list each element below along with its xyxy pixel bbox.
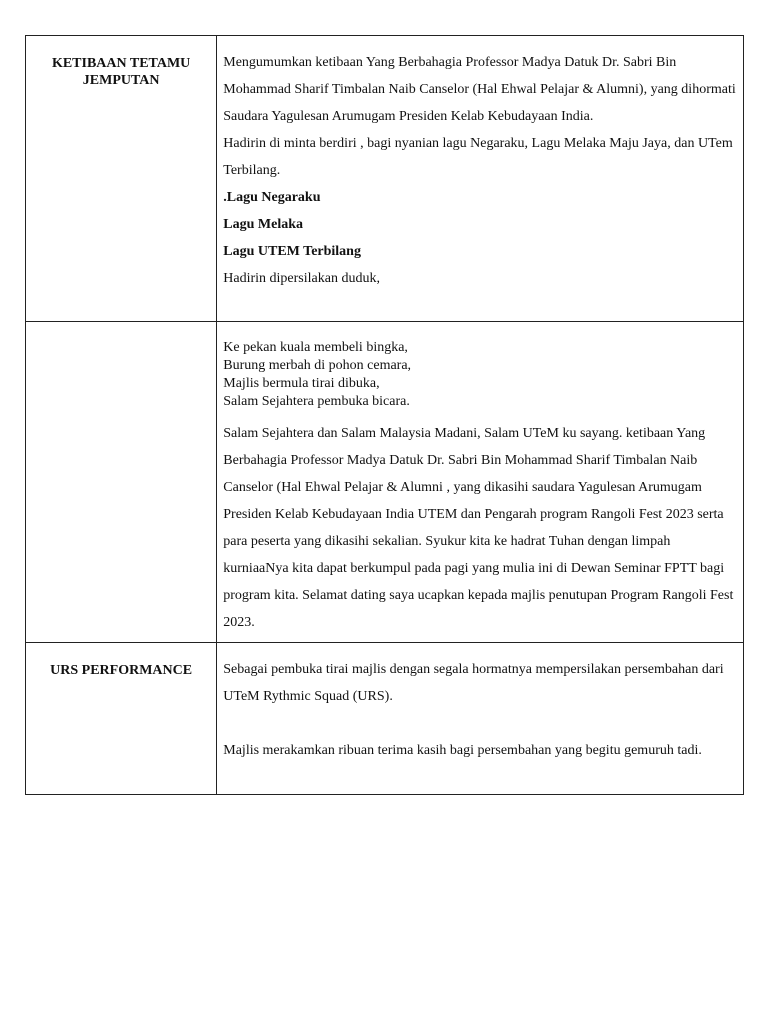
row-label-urs: URS PERFORMANCE [50,663,193,678]
content-cell [217,36,744,322]
pantun-verse [223,339,737,411]
script-table [25,35,744,795]
pantun-line: Majlis bermula tirai dibuka, [223,376,380,391]
urs-thanks: Majlis merakamkan ribuan terima kasih bagi persembahan yang begitu gemuruh tadi. [223,743,702,758]
song-negaraku: .Lagu Negaraku [223,190,321,205]
label-cell [26,643,217,795]
welcome-paragraph: Salam Sejahtera dan Salam Malaysia Madani, Salam UTeM ku sayang. ketibaan Yang Berbahagia Professor Madya Datuk Dr. Sabri Bin Mohammad Sharif Timbalan Naib Canselor (Hal Ehwal Pelajar & Alumni , yang dikasihi saudara Yagulesan Arumugam Presiden Kelab Kebudayaan India UTEM dan Pengarah program Rangoli Fest 2023 serta para peserta yang dikasihi sekalian. Syukur kita ke hadrat Tuhan dengan limpah kurniaaNya kita dapat berkumpul pada pagi yang mulia ini di Dewan Seminar FPTT bagi program kita. Selamat dating saya ucapkan kepada majlis penutupan Program Rangoli Fest 2023. [223,426,734,630]
table-row [26,643,744,795]
row-label-empty [26,322,216,341]
table-row [26,322,744,643]
label-cell [26,322,217,643]
table-row [26,36,744,322]
song-melaka: Lagu Melaka [223,217,303,232]
row-label-ketibaan: KETIBAAN TETAMU JEMPUTAN [51,56,191,88]
seated-instruction: Hadirin dipersilakan duduk, [223,271,380,286]
label-cell [26,36,217,322]
pantun-line: Burung merbah di pohon cemara, [223,358,412,373]
pantun-line: Ke pekan kuala membeli bingka, [223,340,408,355]
pantun-line: Salam Sejahtera pembuka bicara. [223,394,410,409]
announcement-paragraph: Mengumumkan ketibaan Yang Berbahagia Professor Madya Datuk Dr. Sabri Bin Mohammad Sharif Timbalan Naib Canselor (Hal Ehwal Pelajar & Alumni), yang dihormati Saudara Yagulesan Arumugam Presiden Kelab Kebudayaan India. [223,55,736,124]
urs-invitation: Sebagai pembuka tirai majlis dengan segala hormatnya mempersilakan persembahan dari UTeM Rythmic Squad (URS). [223,662,724,704]
content-cell [217,643,744,795]
standing-instruction: Hadirin di minta berdiri , bagi nyanian lagu Negaraku, Lagu Melaka Maju Jaya, dan UTem Terbilang. [223,136,733,178]
song-utem: Lagu UTEM Terbilang [223,244,361,259]
content-cell [217,322,744,643]
paragraph-spacer [223,710,737,737]
